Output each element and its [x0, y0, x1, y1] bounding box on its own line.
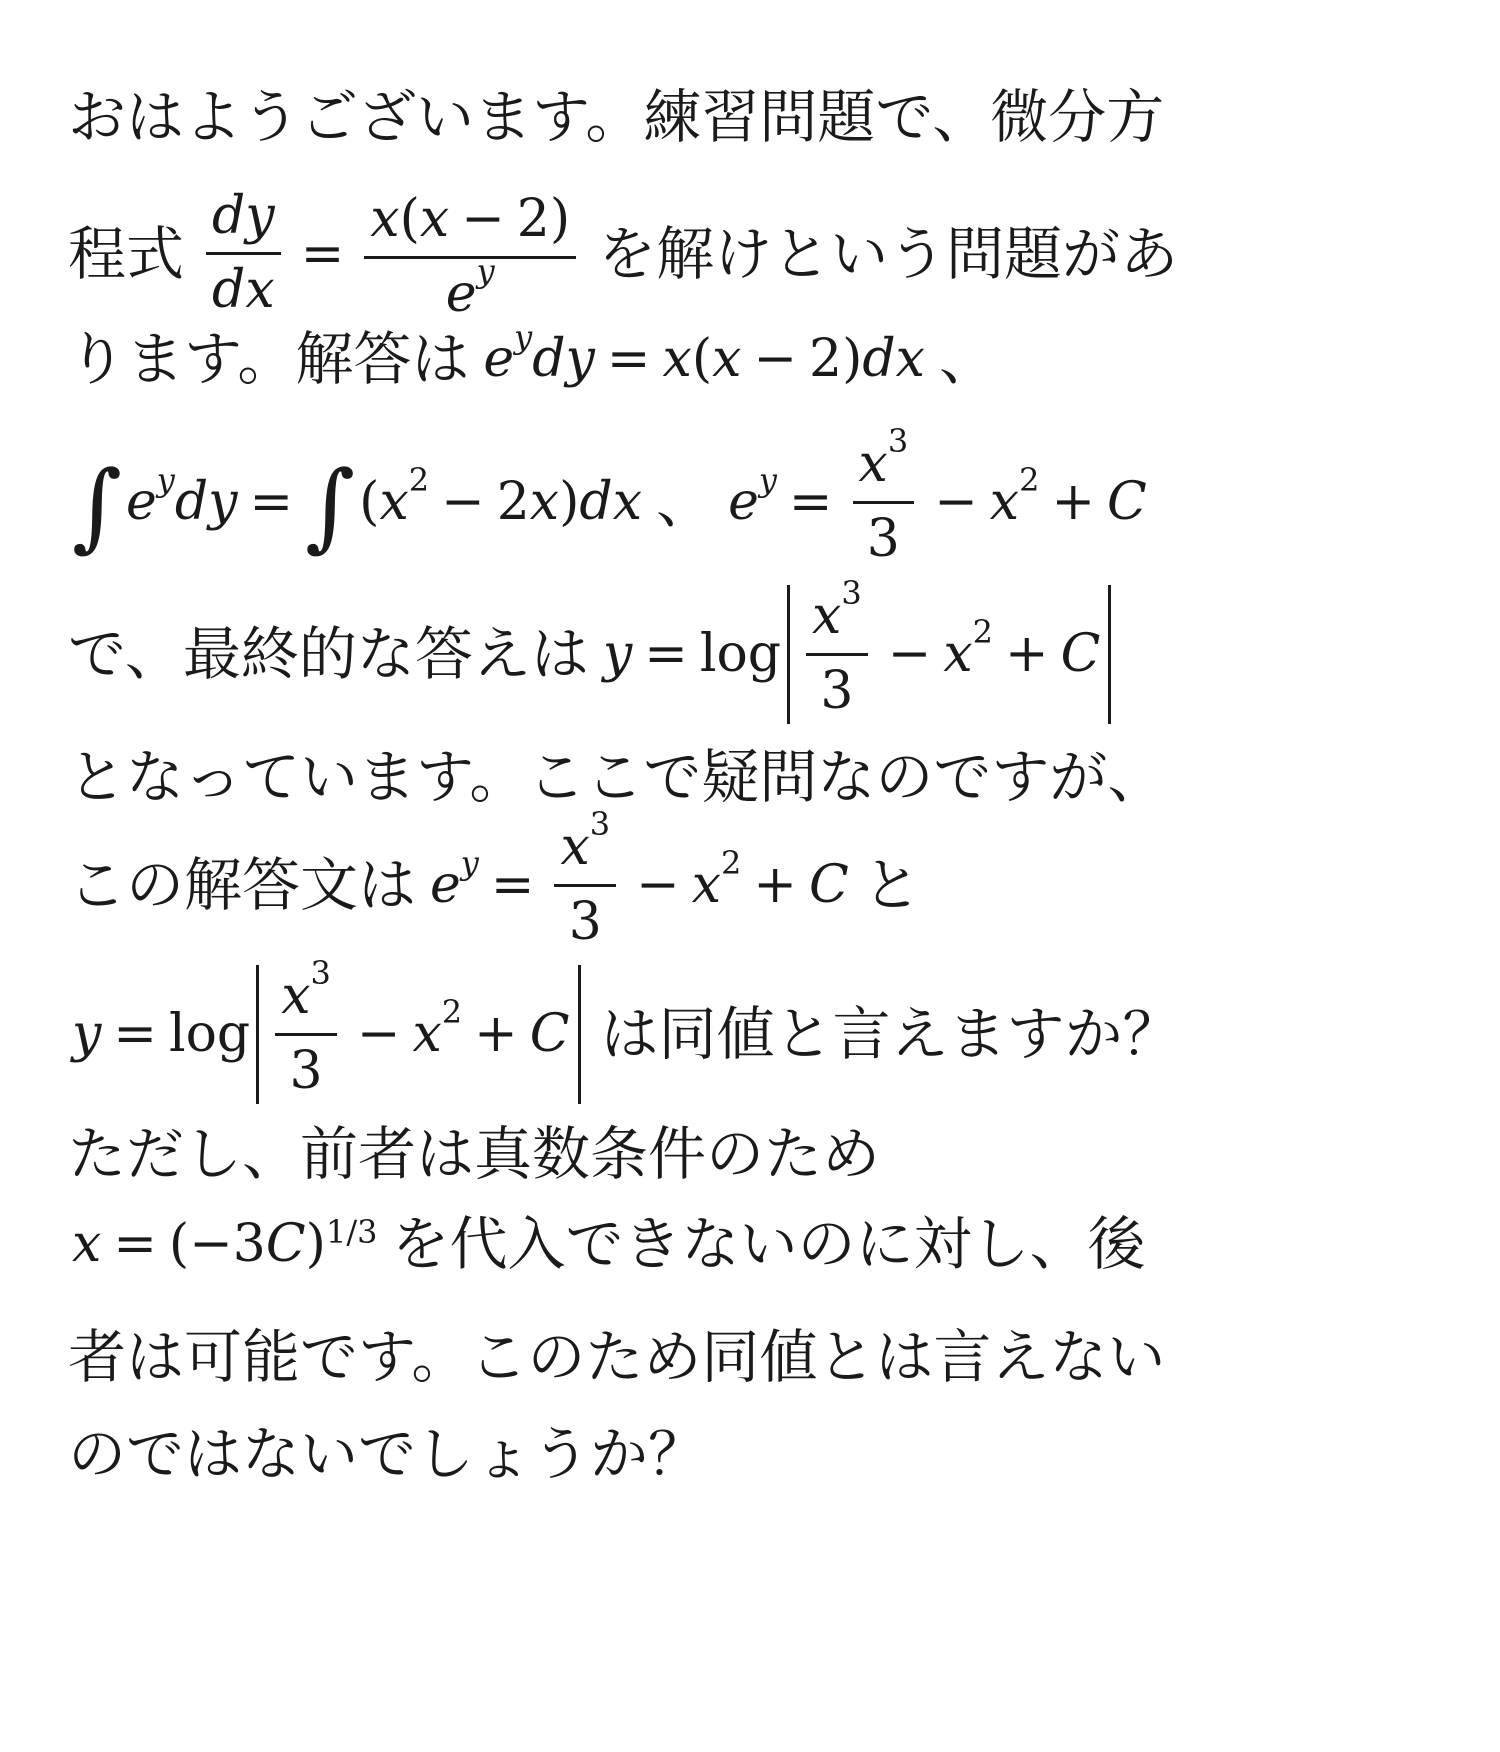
question-text: おはようございます。練習問題で、微分方	[68, 83, 1165, 151]
text-line-2	[68, 183, 1178, 325]
question-text: で、最終的な答えは	[68, 620, 589, 689]
implicit-solution: $e^y$ = $\frac{x^3}{3}$ − $x^2$ + C	[430, 805, 849, 952]
text-line-11	[68, 1323, 1166, 1391]
integral-equation: ∫ $e^ydy$ = ∫ ( $x^2$ − 2 x ) dx	[72, 449, 643, 562]
question-text: この解答文は	[68, 851, 417, 920]
text-line-12	[68, 1420, 707, 1488]
fraction-rhs: $\frac{x(x - 2)}{e^y}$	[364, 183, 576, 325]
text-line-6	[68, 743, 1166, 811]
question-text: を代入できないのに対し、後	[391, 1210, 1146, 1278]
question-text: は同値と言えますか？	[600, 1000, 1181, 1069]
fraction-dy-dx: $\frac{dy}{dx}$	[206, 187, 281, 322]
text-line-10	[68, 1210, 1146, 1278]
text-line-8	[68, 954, 1181, 1104]
text-line-1	[68, 83, 1165, 151]
integrated-result: $e^y$ = $\frac{x^3}{3}$ − $x^2$ + C	[728, 422, 1147, 569]
question-text: のではないでしょうか？	[68, 1420, 707, 1488]
question-text: となっています。ここで疑問なのですが、	[68, 743, 1166, 811]
substitution-value: x = (−3 C ) $^{1/3}$	[72, 1213, 378, 1274]
question-text: 、	[656, 468, 715, 537]
question-text: を解けという問題があ	[598, 219, 1179, 288]
text-line-7	[68, 805, 921, 953]
explicit-solution: y = log $\frac{x^3}{3}$ − $x^2$ + C	[72, 965, 587, 1104]
text-line-3	[68, 318, 998, 393]
separated-equation: $e^ydy$ = x ( x − 2) dx	[483, 318, 926, 389]
question-text: 程式	[68, 219, 185, 288]
differential-equation: $\frac{dy}{dx}$ = $\frac{x(x - 2)}{e^y}$	[198, 183, 584, 325]
text-line-4	[68, 422, 1161, 570]
question-text: 者は可能です。このため同値とは言えない	[68, 1323, 1166, 1391]
question-text: と	[862, 851, 921, 920]
question-text: ります。解答は	[68, 325, 470, 393]
question-text: ただし、前者は真数条件のため	[68, 1120, 881, 1188]
final-answer: y = log $\frac{x^3}{3}$ − $x^2$ + C	[603, 585, 1118, 724]
question-text: 、	[939, 325, 998, 393]
text-line-9	[68, 1120, 881, 1188]
text-line-5	[68, 574, 1131, 724]
